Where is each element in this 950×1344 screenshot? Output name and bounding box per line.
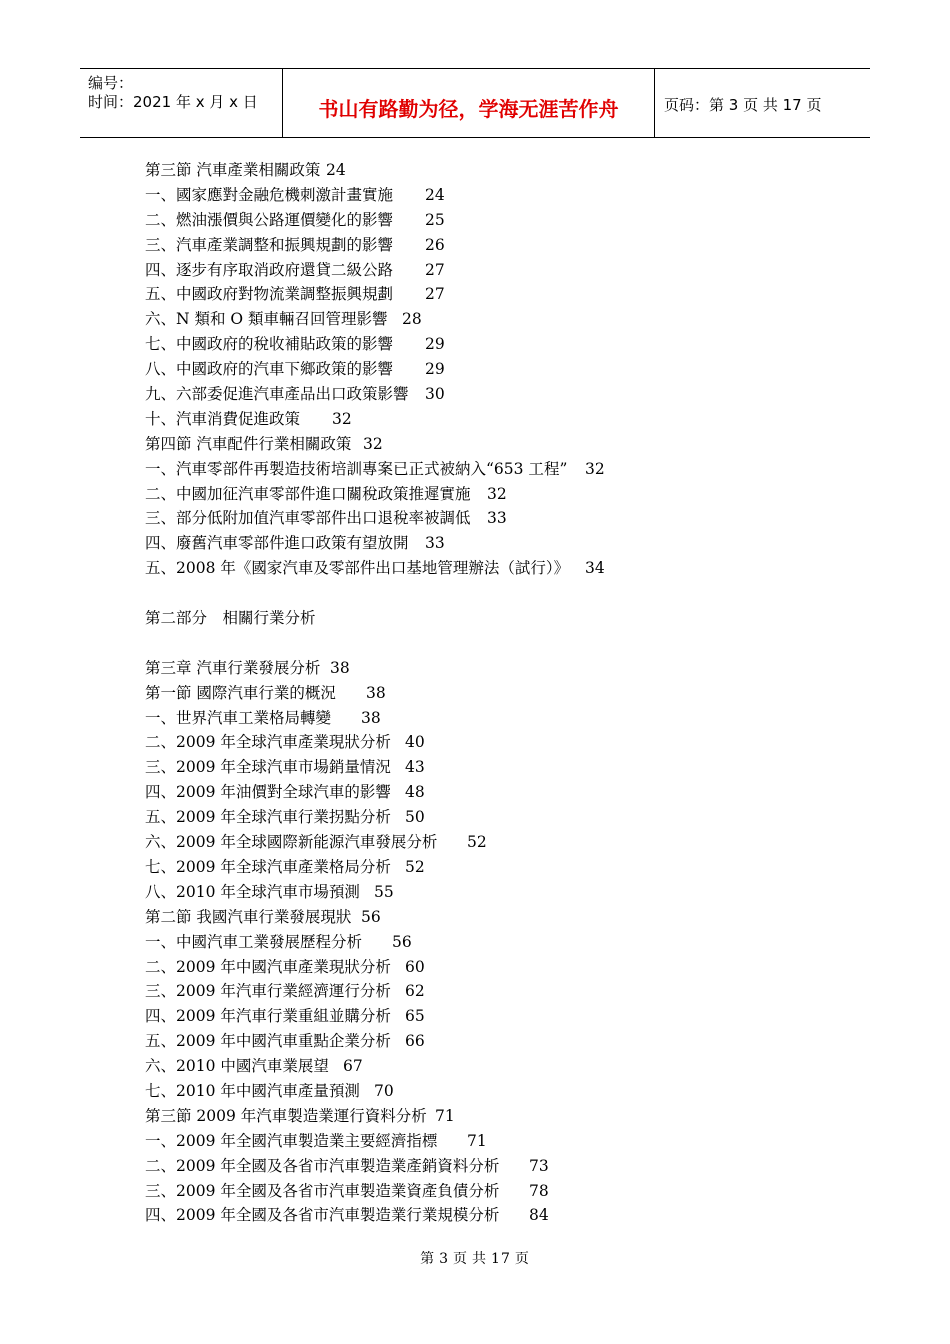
toc-entry-title: 第三節 2009 年汽車製造業運行資料分析 — [145, 1106, 427, 1125]
toc-entry-page: 29 — [425, 335, 445, 354]
toc-entry-title: 第一節 國際汽車行業的概況 — [145, 683, 336, 702]
toc-entry-page: 65 — [405, 1007, 425, 1026]
toc-entry — [145, 979, 569, 1004]
toc-entry-page: 70 — [374, 1081, 394, 1100]
toc-entry-page: 24 — [326, 161, 346, 179]
page-info: 页码：第 3 页 共 17 页 — [664, 96, 822, 114]
footer-label-a: 第 — [420, 1251, 436, 1267]
toc-entry-page: 78 — [529, 1181, 549, 1200]
toc-entry — [145, 880, 569, 905]
toc-entry-page: 32 — [585, 459, 605, 478]
toc-entry-title: 五、中國政府對物流業調整振興規劃 — [145, 285, 394, 304]
toc-entry-page: 29 — [425, 360, 445, 379]
toc-entry-title: 六、2010 中國汽車業展望 — [145, 1057, 329, 1076]
toc-entry-title: 五、2008 年《國家汽車及零部件出口基地管理辦法（試行）》 — [145, 559, 570, 578]
motto-text: 书山有路勤为径，学海无涯苦作舟 — [318, 97, 619, 121]
toc-entry-title: 九、六部委促進汽車產品出口政策影響 — [145, 385, 409, 404]
toc-entry — [145, 730, 569, 755]
toc-entry-page: 33 — [425, 534, 445, 553]
header-info-cell — [80, 69, 283, 137]
toc-entry — [145, 282, 569, 307]
footer-total-pages: 17 — [491, 1251, 511, 1267]
toc-entry-title: 三、2009 年全國及各省市汽車製造業資產負債分析 — [145, 1181, 500, 1200]
toc-entry-title: 二、燃油漲價與公路運價變化的影響 — [145, 210, 394, 229]
toc-entry-page: 66 — [405, 1032, 425, 1051]
header-motto-cell — [283, 69, 655, 137]
header-page-cell — [655, 69, 870, 137]
toc-entry-title: 一、中國汽車工業發展歷程分析 — [145, 932, 363, 951]
toc-entry-page: 62 — [405, 982, 425, 1001]
toc-entry-title: 二、中國加征汽車零部件進口關稅政策推遲實施 — [145, 484, 471, 503]
toc-entry-page: 27 — [425, 285, 445, 304]
toc-entry — [145, 1104, 569, 1129]
toc-entry — [145, 955, 569, 980]
toc-entry-title: 四、2009 年油價對全球汽車的影響 — [145, 783, 391, 802]
toc-entry-page: 32 — [363, 434, 383, 453]
toc-entry — [145, 432, 569, 457]
toc-entry-page: 71 — [435, 1106, 455, 1125]
toc-entry-page: 38 — [366, 683, 386, 702]
toc-entry-page: 25 — [425, 210, 445, 229]
toc-entry-title: 一、汽車零部件再製造技術培訓專案已正式被納入“653 工程” — [145, 459, 568, 478]
toc-entry-title: 第四節 汽車配件行業相關政策 — [145, 434, 352, 453]
toc-entry-page: 43 — [405, 758, 425, 777]
toc-entry — [145, 382, 569, 407]
toc-entry — [145, 158, 569, 183]
footer-current-page: 3 — [439, 1251, 450, 1267]
toc-entry-title: 二、2009 年中國汽車產業現狀分析 — [145, 957, 391, 976]
toc-entry-page: 28 — [402, 310, 422, 329]
toc-entry — [145, 1054, 569, 1079]
code-label: 编号： — [88, 74, 134, 92]
toc-entry — [145, 1029, 569, 1054]
toc-entry-title: 四、2009 年全國及各省市汽車製造業行業規模分析 — [145, 1206, 500, 1225]
toc-entry — [145, 581, 569, 606]
toc-entry — [145, 706, 569, 731]
toc-entry-title: 第二節 我國汽車行業發展現狀 — [145, 907, 352, 926]
toc-entry — [145, 233, 569, 258]
toc-entry-title: 七、2010 年中國汽車產量預測 — [145, 1081, 360, 1100]
table-of-contents — [145, 158, 605, 1228]
toc-entry — [145, 258, 569, 283]
toc-entry — [145, 606, 569, 631]
toc-entry-page: 52 — [405, 857, 425, 876]
toc-entry — [145, 482, 569, 507]
toc-entry-title: 二、2009 年全國及各省市汽車製造業產銷資料分析 — [145, 1156, 500, 1175]
toc-entry-page: 30 — [425, 385, 445, 404]
toc-entry-title: 三、2009 年汽車行業經濟運行分析 — [145, 982, 391, 1001]
toc-entry-title: 八、中國政府的汽車下鄉政策的影響 — [145, 360, 394, 379]
toc-entry — [145, 1203, 569, 1228]
toc-entry — [145, 930, 569, 955]
toc-entry-page: 40 — [405, 733, 425, 752]
toc-entry-title: 三、汽車產業調整和振興規劃的影響 — [145, 235, 394, 254]
toc-entry — [145, 631, 569, 656]
toc-entry — [145, 332, 569, 357]
toc-entry-page: 52 — [467, 833, 487, 852]
toc-entry-page: 55 — [374, 882, 394, 901]
toc-entry-page: 56 — [392, 932, 412, 951]
toc-entry — [145, 457, 605, 482]
toc-entry — [145, 755, 569, 780]
toc-entry-page: 38 — [330, 658, 350, 677]
toc-entry — [145, 681, 569, 706]
toc-entry-page: 73 — [529, 1156, 549, 1175]
footer-label-c: 共 — [472, 1251, 488, 1267]
toc-entry-page: 34 — [585, 559, 605, 578]
toc-entry-title: 五、2009 年中國汽車重點企業分析 — [145, 1032, 391, 1051]
toc-entry-title: 六、N 類和 O 類車輛召回管理影響 — [145, 310, 388, 329]
toc-entry-page: 48 — [405, 783, 425, 802]
toc-entry-title: 三、部分低附加值汽車零部件出口退稅率被調低 — [145, 509, 471, 528]
toc-entry-page: 33 — [487, 509, 507, 528]
toc-entry-title: 三、2009 年全球汽車市場銷量情況 — [145, 758, 391, 777]
toc-entry-title: 二、2009 年全球汽車產業現狀分析 — [145, 733, 391, 752]
toc-entry — [145, 1004, 569, 1029]
toc-entry-title: 七、中國政府的稅收補貼政策的影響 — [145, 335, 394, 354]
toc-entry — [145, 307, 569, 332]
toc-entry — [145, 357, 569, 382]
toc-entry-title: 六、2009 年全球國際新能源汽車發展分析 — [145, 833, 438, 852]
toc-entry — [145, 855, 569, 880]
toc-entry — [145, 830, 569, 855]
toc-entry-page: 32 — [332, 409, 352, 428]
toc-entry-page: 32 — [487, 484, 507, 503]
toc-entry — [145, 407, 569, 432]
toc-entry — [145, 531, 569, 556]
toc-entry-title: 八、2010 年全球汽車市場預測 — [145, 882, 360, 901]
toc-entry-page: 24 — [425, 185, 445, 204]
toc-entry — [145, 1179, 569, 1204]
footer-label-b: 页 — [453, 1251, 469, 1267]
toc-entry-page: 71 — [467, 1131, 487, 1150]
toc-entry-title: 十、汽車消費促進政策 — [145, 409, 301, 428]
toc-entry-page: 50 — [405, 808, 425, 827]
toc-entry-page: 84 — [529, 1206, 549, 1225]
toc-entry-title: 五、2009 年全球汽車行業拐點分析 — [145, 808, 391, 827]
page-footer — [0, 1248, 950, 1268]
toc-entry — [145, 780, 569, 805]
toc-entry — [145, 1079, 569, 1104]
toc-entry-page: 67 — [343, 1057, 363, 1076]
footer-label-d: 页 — [514, 1251, 530, 1267]
toc-entry-title: 四、2009 年汽車行業重組並購分析 — [145, 1007, 391, 1026]
toc-entry-title: 四、逐步有序取消政府還貸二級公路 — [145, 260, 394, 279]
toc-entry-title: 一、世界汽車工業格局轉變 — [145, 708, 332, 727]
toc-entry — [145, 1129, 569, 1154]
toc-entry-page: 38 — [361, 708, 381, 727]
toc-entry-title: 第三章 汽車行業發展分析 — [145, 658, 321, 677]
toc-entry-title: 第三節 汽車產業相關政策 — [145, 161, 321, 179]
toc-entry — [145, 506, 569, 531]
toc-entry — [145, 1154, 569, 1179]
toc-entry-title: 四、廢舊汽車零部件進口政策有望放開 — [145, 534, 409, 553]
toc-entry-page: 56 — [361, 907, 381, 926]
page-header — [80, 68, 870, 138]
toc-entry-page: 27 — [425, 260, 445, 279]
toc-entry — [145, 905, 569, 930]
toc-entry — [145, 183, 569, 208]
toc-entry-title: 一、國家應對金融危機刺激計畫實施 — [145, 185, 394, 204]
toc-entry — [145, 656, 569, 681]
toc-entry-title: 第二部分 相關行業分析 — [145, 609, 316, 628]
toc-entry — [145, 805, 569, 830]
toc-entry — [145, 208, 569, 233]
toc-entry — [145, 556, 605, 581]
toc-entry-page: 60 — [405, 957, 425, 976]
toc-entry-title: 一、2009 年全國汽車製造業主要經濟指標 — [145, 1131, 438, 1150]
toc-entry-title: 七、2009 年全球汽車產業格局分析 — [145, 857, 391, 876]
toc-entry-page: 26 — [425, 235, 445, 254]
time-label: 时间：2021 年 x 月 x 日 — [88, 93, 258, 111]
